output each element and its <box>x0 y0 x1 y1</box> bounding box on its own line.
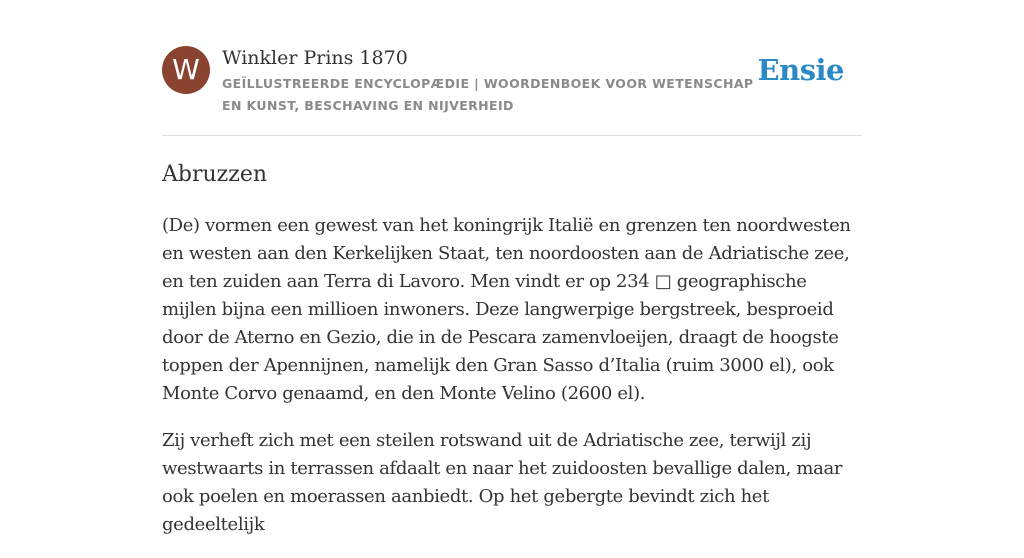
header-divider <box>162 135 862 136</box>
article-paragraph: (De) vormen een gewest van het koningrijk Italië en grenzen ten noordwesten en westen aan den Kerkelijken Staat, ten noordoosten aan de Adriatische zee, en ten zuiden aan Terra di Lavoro. Men vindt er op 234 □ geographische mijlen bijna een millioen inwoners. Deze langwerpige bergstreek, besproeid door de Aterno en Gezio, die in de Pescara zamenvloeijen, draagt de hoogste toppen der Apennijnen, namelijk den Gran Sasso d’Italia (ruim 3000 el), ook Monte Corvo genaamd, en den Monte Velino (2600 el). <box>162 215 851 404</box>
article-title: Abruzzen <box>162 162 268 187</box>
ensie-logo[interactable]: Ensie <box>757 53 844 87</box>
source-title[interactable]: Winkler Prins 1870 <box>222 47 408 69</box>
article-paragraph: Zij verheft zich met een steilen rotswand uit de Adriatische zee, terwijl zij westwaarts in terrassen afdaalt en naar het zuidoosten bevallige dalen, maar ook poelen en moerassen aanbiedt. Op het gebergte bevindt zich het gedeeltelijk <box>162 430 843 535</box>
source-avatar[interactable]: W <box>162 46 210 94</box>
source-header <box>162 46 862 116</box>
source-subtitle: GEÏLLUSTREERDE ENCYCLOPÆDIE | WOORDENBOEK VOOR WETENSCHAP EN KUNST, BESCHAVING EN NIJVERHEID <box>222 76 754 113</box>
article-body <box>162 212 864 558</box>
